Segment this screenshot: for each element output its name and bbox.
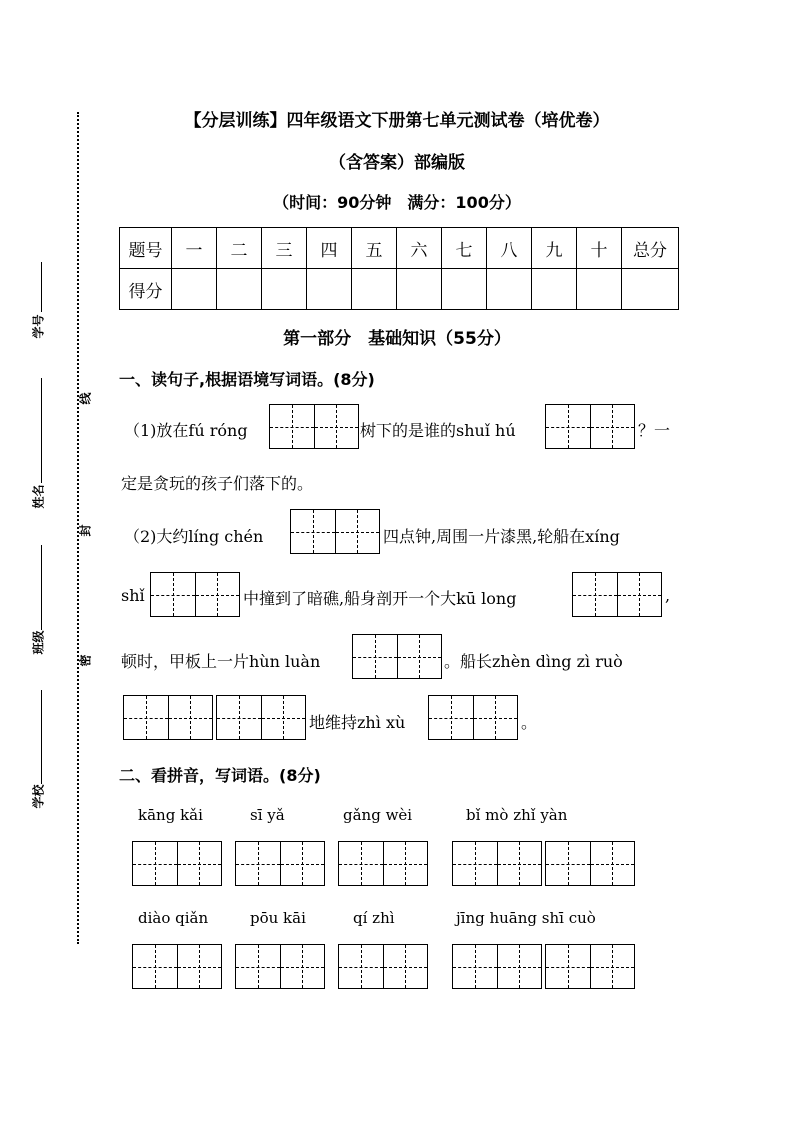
writing-grid[interactable]: [290, 509, 380, 554]
school-line[interactable]: [41, 690, 42, 784]
score-input-cell[interactable]: [262, 269, 307, 310]
score-input-cell[interactable]: [307, 269, 352, 310]
score-input-cell[interactable]: [352, 269, 397, 310]
writing-grid[interactable]: [572, 572, 662, 617]
sentence-text: ,: [665, 586, 671, 605]
pinyin-label: kāng kǎi: [138, 806, 203, 824]
sentence-text: 顿时，甲板上一片hùn luàn: [121, 652, 321, 671]
table-cell: 得分: [120, 269, 172, 310]
name-label: 姓名: [31, 484, 46, 509]
page-title: 【分层训练】四年级语文下册第七单元测试卷（培优卷）: [184, 111, 610, 131]
student-id-label: 学号: [31, 314, 46, 339]
writing-grid[interactable]: [132, 944, 222, 989]
sentence-text: 中撞到了暗礁,船身剖开一个大kū long: [243, 589, 517, 608]
table-cell: 总分: [622, 228, 679, 269]
writing-grid[interactable]: [132, 841, 222, 886]
score-input-cell[interactable]: [577, 269, 622, 310]
sentence-text: （2)大约líng chén: [124, 527, 264, 546]
score-input-cell[interactable]: [622, 269, 679, 310]
name-line[interactable]: [41, 378, 42, 483]
table-cell: 八: [487, 228, 532, 269]
sentence-text: 。船长zhèn dìng zì ruò: [444, 652, 623, 671]
class-line[interactable]: [41, 545, 42, 630]
time-info: （时间：90分钟 满分：100分）: [273, 193, 521, 212]
sentence-text: shǐ: [121, 586, 145, 605]
page-subtitle: （含答案）部编版: [329, 153, 465, 173]
pinyin-label: pōu kāi: [250, 909, 306, 927]
table-cell: 五: [352, 228, 397, 269]
writing-grid[interactable]: [235, 841, 325, 886]
writing-grid[interactable]: [269, 404, 359, 449]
class-label: 班级: [31, 630, 46, 655]
writing-grid[interactable]: [338, 841, 428, 886]
score-input-cell[interactable]: [487, 269, 532, 310]
sentence-text: 四点钟,周围一片漆黑,轮船在xíng: [383, 527, 620, 546]
table-cell: 四: [307, 228, 352, 269]
writing-grid[interactable]: [428, 695, 518, 740]
table-cell: 六: [397, 228, 442, 269]
sentence-text: 。: [521, 713, 538, 732]
score-table: [119, 227, 679, 310]
score-table-header-row: [120, 228, 679, 269]
table-cell: 三: [262, 228, 307, 269]
pinyin-label: sī yǎ: [250, 806, 285, 824]
table-cell: 一: [172, 228, 217, 269]
score-input-cell[interactable]: [442, 269, 487, 310]
table-cell: 题号: [120, 228, 172, 269]
table-cell: 十: [577, 228, 622, 269]
writing-grid[interactable]: [352, 634, 442, 679]
score-input-cell[interactable]: [172, 269, 217, 310]
writing-grid[interactable]: [545, 944, 635, 989]
seal-mark-xian: 线: [78, 392, 93, 405]
sentence-text: （1)放在fú róng: [124, 421, 248, 440]
score-input-cell[interactable]: [397, 269, 442, 310]
seal-mark-mi: 密: [78, 654, 93, 667]
pinyin-label: bǐ mò zhǐ yàn: [466, 806, 568, 824]
writing-grid[interactable]: [338, 944, 428, 989]
pinyin-label: gǎng wèi: [343, 806, 413, 824]
school-label: 学校: [31, 784, 46, 809]
score-input-cell[interactable]: [532, 269, 577, 310]
writing-grid[interactable]: [545, 404, 635, 449]
writing-grid[interactable]: [123, 695, 213, 740]
pinyin-label: diào qiǎn: [138, 909, 209, 927]
writing-grid[interactable]: [235, 944, 325, 989]
table-cell: 九: [532, 228, 577, 269]
seal-mark-feng: 封: [78, 524, 93, 537]
writing-grid[interactable]: [452, 944, 542, 989]
sentence-text: 树下的是谁的shuǐ hú: [360, 421, 516, 440]
pinyin-label: jīng huāng shī cuò: [456, 909, 596, 927]
score-table-score-row: [120, 269, 679, 310]
writing-grid[interactable]: [216, 695, 306, 740]
sentence-text: ？一: [638, 421, 671, 440]
writing-grid[interactable]: [452, 841, 542, 886]
student-id-line[interactable]: [41, 262, 42, 312]
pinyin-label: qí zhì: [353, 909, 395, 927]
section-title-q1: 一、读句子,根据语境写词语。(8分): [119, 370, 375, 389]
section-title-q2: 二、看拼音，写词语。(8分): [119, 766, 321, 785]
table-cell: 七: [442, 228, 487, 269]
writing-grid[interactable]: [545, 841, 635, 886]
table-cell: 二: [217, 228, 262, 269]
part-title: 第一部分 基础知识（55分）: [283, 329, 511, 349]
score-input-cell[interactable]: [217, 269, 262, 310]
sentence-text: 地维持zhì xù: [309, 713, 406, 732]
writing-grid[interactable]: [150, 572, 240, 617]
sentence-text: 定是贪玩的孩子们落下的。: [121, 474, 314, 493]
